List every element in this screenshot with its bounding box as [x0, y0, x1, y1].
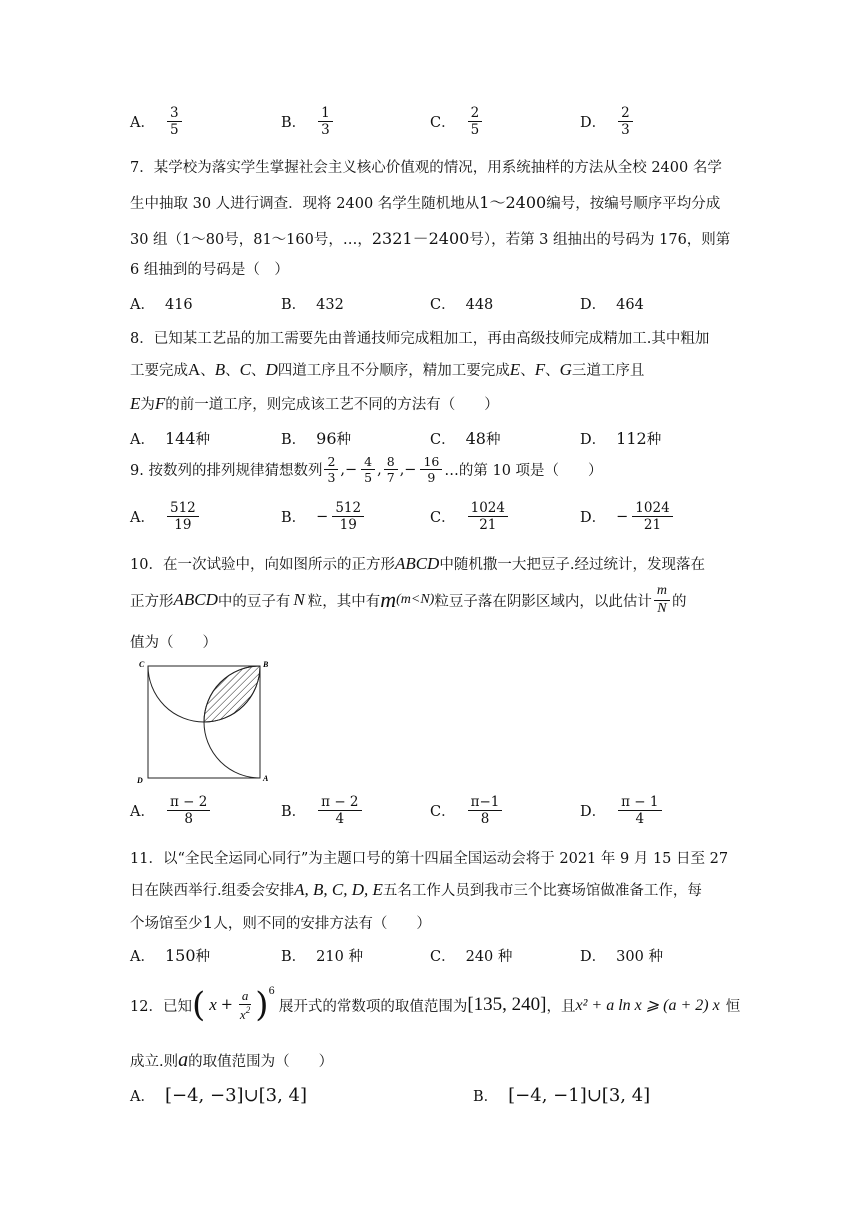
q10-line-1: 10．在一次试验中，向如图所示的正方形ABCD中随机撒一大把豆子.经过统计，发现落在 [130, 554, 705, 573]
q8-line-2: 工要完成A、B、C、D四道工序且不分顺序，精加工要完成E、F、G三道工序且 [130, 360, 645, 379]
q9-option-c: C． $\frac{1024}{21}$ [430, 501, 510, 532]
q11-option-c: C． 240 种 [430, 949, 513, 965]
q10-option-a: A． $\frac{\pi - 2}{8}$ [130, 795, 212, 826]
q10-line-3: 值为（ ） [130, 635, 217, 651]
q7-option-c: C． 448 [430, 297, 494, 313]
q8-option-c: C． 48种 [430, 429, 501, 448]
q8-option-b: B． 96种 [281, 429, 352, 448]
q10-option-c: C． $\frac{\pi-1}{8}$ [430, 795, 504, 826]
q9-option-a: A． $\frac{512}{19}$ [130, 501, 201, 532]
q12-stem-line-2: 成立.则a的取值范围为（ ） [130, 1049, 334, 1071]
q10-label-c: C [139, 660, 145, 669]
q10-option-d: D． $\frac{\pi - 1}{4}$ [580, 795, 664, 826]
q8-line-3: E为F的前一道工序，则完成该工艺不同的方法有（ ） [130, 394, 499, 413]
q7-line-2: 生中抽取 30 人进行调查．现将 2400 名学生随机地从1～2400编号，按编号顺序平均分成 [130, 193, 721, 212]
q12-stem-line-1: 12．已知 ( x + $\frac{a}{x^2}$ ) 6 展开式的常数项的取值范围为 [135, 240] ，且 x² + a ln x ⩾ (a + 2) x 恒 [130, 985, 741, 1025]
q11-option-d: D． 300 种 [580, 949, 663, 965]
q7-option-b: B． 432 [281, 297, 344, 313]
q11-line-3: 个场馆至少1人，则不同的安排方法有（ ） [130, 913, 431, 933]
q7-option-a: A． 416 [130, 297, 193, 313]
q6-option-c: C． $\frac{2}{5}$ [430, 106, 484, 137]
q10-label-b: B [263, 660, 269, 669]
q10-label-d: D [137, 776, 143, 784]
q12-option-a: A． [−4, −3]∪[3, 4] [130, 1085, 308, 1106]
q10-figure [133, 658, 273, 784]
q9-stem: 9. 按数列的排列规律猜想数列 $\frac{2}{3}$ , − $\frac{4}{5}$ , $\frac{8}{7}$ , − $\frac{16}{9}$ …的第 10 项是（ ） [130, 454, 603, 486]
q10-figure-shapes [148, 666, 260, 778]
q11-line-2: 日在陕西举行.组委会安排A, B, C, D, E五名工作人员到我市三个比赛场馆做准备工作，每 [130, 880, 702, 899]
q8-line-1: 8．已知某工艺品的加工需要先由普通技师完成粗加工，再由高级技师完成精加工.其中粗加 [130, 331, 710, 347]
q7-line-4: 6 组抽到的号码是（ ） [130, 262, 289, 278]
q10-shaded-region [204, 666, 260, 722]
q9-option-d: D． − $\frac{1024}{21}$ [580, 501, 675, 532]
q10-option-b: B． $\frac{\pi - 2}{4}$ [281, 795, 364, 826]
q10-line-2: 正方形 ABCD 中的豆子有 N 粒，其中有 m (m<N) 粒豆子落在阴影区域内，以此估计 $\frac{m}{N}$ 的 [130, 583, 687, 616]
q7-line-1: 7．某学校为落实学生掌握社会主义核心价值观的情况，用系统抽样的方法从全校 2400 名学 [130, 160, 722, 176]
q6-option-b: B． $\frac{1}{3}$ [281, 106, 335, 137]
q6-option-a: A． $\frac{3}{5}$ [130, 106, 184, 137]
q8-option-d: D． 112种 [580, 429, 662, 448]
q10-label-a: A [263, 774, 269, 783]
q12-option-b: B． [−4, −1]∪[3, 4] [473, 1085, 651, 1106]
q6-option-d: D． $\frac{2}{3}$ [580, 106, 635, 137]
q11-option-a: A． 150种 [130, 946, 211, 965]
q7-option-d: D． 464 [580, 297, 644, 313]
q11-option-b: B． 210 种 [281, 949, 363, 965]
q11-line-1: 11．以“全民全运同心同行”为主题口号的第十四届全国运动会将于 2021 年 9 月 15 日至 27 [130, 851, 729, 867]
q9-option-b: B． − $\frac{512}{19}$ [281, 501, 366, 532]
q7-line-3: 30 组（1～80号，81～160号，…，2321－2400号），若第 3 组抽出的号码为 176，则第 [130, 229, 731, 248]
q8-option-a: A． 144种 [130, 429, 211, 448]
